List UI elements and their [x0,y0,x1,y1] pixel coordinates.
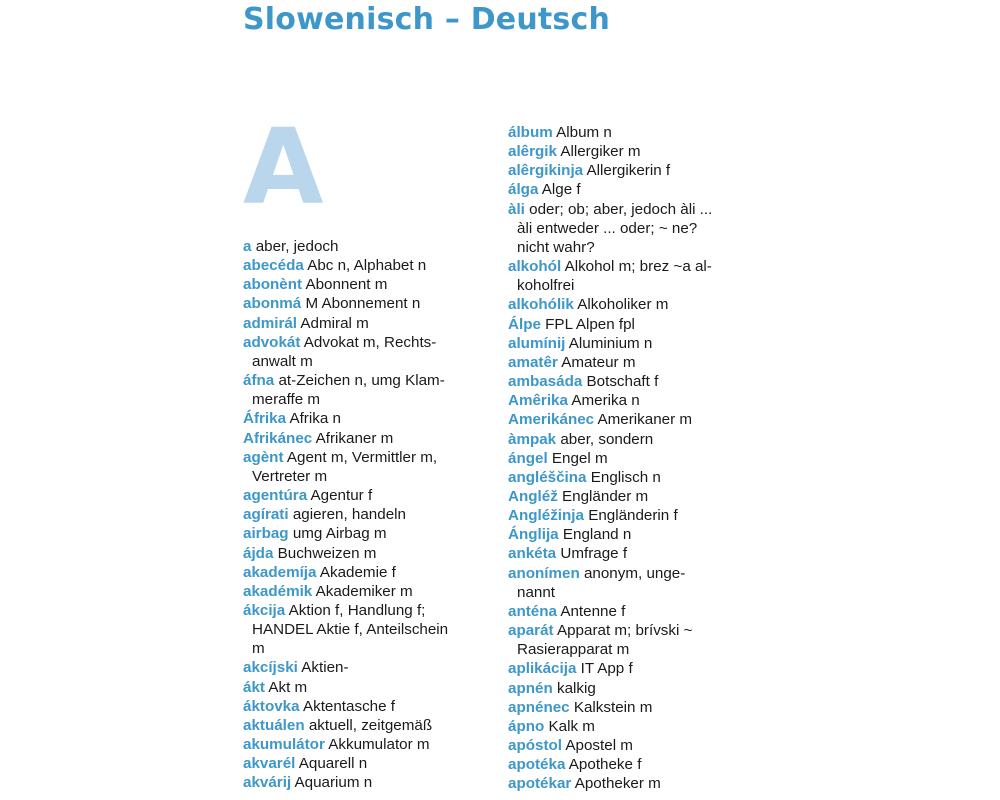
definition-text: agieren, handeln [292,506,406,524]
definition-text: Apostel m [565,737,633,754]
definition-text: Akkumulator m [328,736,430,754]
definition-text: nicht wahr? [517,238,595,256]
dictionary-entry [508,717,753,736]
headword: akcíjski [243,659,298,677]
dictionary-entry [508,525,753,544]
headword: Angléžinja [508,507,584,525]
headword: álga [508,181,539,199]
headword: ákcija [243,601,286,619]
dictionary-entry [243,658,488,677]
dictionary-entry [243,582,488,601]
dictionary-entry [243,678,488,697]
definition-text: kalkig [556,679,596,697]
definition-text: Apotheke f [568,756,642,774]
definition-text: Kalk m [548,717,595,735]
headword: alkohólik [508,296,574,314]
headword: áfna [243,372,275,390]
dictionary-entry [243,716,488,735]
headword: abonènt [243,276,303,294]
dictionary-entry [508,564,753,602]
definition-text: Alkoholiker m [577,296,669,314]
headword: Afrikánec [243,429,313,447]
dictionary-entry [508,430,753,449]
definition-text: Agentur f [310,487,373,505]
headword: apóstol [508,737,563,754]
headword: aparát [508,622,554,640]
definition-text: Admiral m [300,314,369,332]
dictionary-entry [243,371,488,409]
headword: áktovka [243,697,300,715]
definition-text: Kalkstein m [573,698,653,716]
dictionary-entry [243,256,488,275]
definition-text: Buchweizen m [277,544,377,562]
dictionary-entry [243,314,488,333]
dictionary-entry [243,429,488,448]
definition-text: Antenne f [560,602,626,620]
definition-text: Engländerin f [588,507,678,525]
dictionary-entry [508,372,753,391]
headword: akadémik [243,582,313,600]
headword: amatêr [508,353,558,371]
headword: apotéka [508,756,566,774]
dictionary-entry [508,200,753,257]
dictionary-entry [243,333,488,371]
headword: ápno [508,717,545,735]
definition-text: Amateur m [561,353,636,371]
dictionary-entry [508,180,753,199]
dictionary-entry [508,161,753,180]
dictionary-entry [508,353,753,372]
dictionary-entry [243,409,488,428]
dictionary-entry [243,697,488,716]
dictionary-entry [508,410,753,429]
definition-text: meraffe m [252,391,321,409]
definition-text: Vertreter m [252,467,328,485]
headword: akademíja [243,563,317,581]
definition-text: nannt [517,583,556,601]
headword: akumulátor [243,736,325,754]
dictionary-entry [508,487,753,506]
definition-text: Aquarium n [294,774,373,792]
headword: Álpe [508,315,541,333]
headword: ankéta [508,545,557,563]
dictionary-entry [243,601,488,658]
definition-text: Alkohol m; brez ~a al- [564,258,712,276]
headword: Áfrika [243,410,287,428]
definition-text: Agent m, Vermittler m, [286,448,438,466]
dictionary-entry [508,123,753,142]
dictionary-entry [243,237,488,256]
definition-text: oder; ob; aber, jedoch àli ... [529,200,713,218]
dictionary-entry [508,334,753,353]
definition-text: anonym, unge- [583,564,686,582]
dictionary-entry [243,735,488,754]
headword: Angléž [508,487,558,505]
definition-text: HANDEL Aktie f, Anteilschein [252,621,449,639]
definition-text: Rasierapparat m [517,641,630,659]
headword: Ánglija [508,526,559,544]
headword: abonmá [243,295,302,313]
headword: àli [508,200,525,218]
headword: apnén [508,679,553,697]
definition-text: IT App f [580,660,633,678]
definition-text: m [252,640,265,658]
headword: aplikácija [508,660,577,678]
headword: àmpak [508,430,557,448]
dictionary-entry [508,544,753,563]
dictionary-entry [243,544,488,563]
definition-text: koholfrei [517,277,575,295]
page-title: Slowenisch – Deutsch [243,2,611,37]
dictionary-entry [243,275,488,294]
dictionary-entry [243,524,488,543]
dictionary-entry [243,505,488,524]
definition-text: Botschaft f [586,373,659,391]
definition-text: at-Zeichen n, umg Klam- [278,372,445,390]
dictionary-entry [243,294,488,313]
dictionary-entry [508,257,753,295]
right-column [508,123,753,793]
definition-text: umg Airbag m [292,525,387,543]
definition-text: England n [562,526,632,544]
definition-text: Aktien- [301,659,349,677]
headword: advokát [243,333,301,351]
definition-text: Advokat m, Rechts- [303,333,437,351]
section-letter: A [243,106,324,228]
headword: agírati [243,506,289,524]
definition-text: Album n [556,124,612,141]
headword: ángel [508,449,548,467]
headword: ambasáda [508,373,583,391]
definition-text: aber, jedoch [255,238,339,255]
dictionary-entry [508,736,753,755]
dictionary-entry [508,142,753,161]
dictionary-entry [243,448,488,486]
dictionary-entry [243,563,488,582]
definition-text: Afrika n [289,410,341,428]
definition-text: anwalt m [252,352,313,370]
dictionary-entry [508,602,753,621]
headword: a [243,238,252,255]
headword: anténa [508,602,557,620]
dictionary-entry [508,679,753,698]
definition-text: aktuell, zeitgemäß [308,716,433,734]
definition-text: Afrikaner m [315,429,394,447]
definition-text: Allergikerin f [586,162,671,180]
definition-text: M Abonnement n [305,295,421,313]
definition-text: aber, sondern [560,430,654,448]
left-column [243,237,488,793]
definition-text: Abc n, Alphabet n [307,257,427,275]
definition-text: Aluminium n [568,334,653,352]
headword: agènt [243,448,284,466]
dictionary-entry [508,468,753,487]
headword: Amerikánec [508,411,595,429]
headword: admirál [243,314,298,332]
dictionary-entry [508,449,753,468]
definition-text: Akt m [268,678,308,696]
dictionary-entry [508,506,753,525]
headword: Amêrika [508,392,568,410]
definition-text: Aquarell n [298,755,368,773]
definition-text: Aktentasche f [302,697,395,715]
definition-text: Abonnent m [305,276,388,294]
dictionary-entry [508,295,753,314]
definition-text: àli entweder ... oder; ~ ne? [517,219,698,237]
headword: apotékar [508,775,572,793]
headword: anonímen [508,564,580,582]
dictionary-entry [508,698,753,717]
headword: álbum [508,124,553,141]
headword: abecéda [243,257,304,275]
dictionary-entry [243,773,488,792]
dictionary-entry [508,621,753,659]
definition-text: Amerika n [571,392,640,410]
dictionary-entry [243,486,488,505]
dictionary-entry [508,315,753,334]
headword: angléščina [508,468,587,486]
headword: alêrgikinja [508,162,584,180]
definition-text: Aktion f, Handlung f; [288,601,426,619]
headword: ákt [243,678,265,696]
definition-text: Akademiker m [315,582,413,600]
definition-text: Amerikaner m [597,411,693,429]
headword: ájda [243,544,274,562]
definition-text: Engländer m [562,487,649,505]
definition-text: Alge f [541,181,581,199]
dictionary-entry [508,755,753,774]
definition-text: FPL Alpen fpl [545,315,635,333]
headword: akvarél [243,755,296,773]
headword: akvárij [243,774,292,792]
headword: alêrgik [508,143,557,161]
definition-text: Apotheker m [574,775,661,793]
dictionary-entry [508,774,753,793]
definition-text: Umfrage f [560,545,628,563]
definition-text: Engel m [551,449,608,467]
headword: agentúra [243,487,308,505]
definition-text: Apparat m; brívski ~ [556,622,693,640]
dictionary-entry [508,391,753,410]
definition-text: Allergiker m [560,143,641,161]
headword: aktuálen [243,716,305,734]
definition-text: Englisch n [590,468,661,486]
headword: alkohól [508,258,562,276]
definition-text: Akademie f [319,563,396,581]
headword: alumínij [508,334,566,352]
dictionary-entry [508,659,753,678]
dictionary-entry [243,754,488,773]
headword: airbag [243,525,289,543]
headword: apnénec [508,698,570,716]
